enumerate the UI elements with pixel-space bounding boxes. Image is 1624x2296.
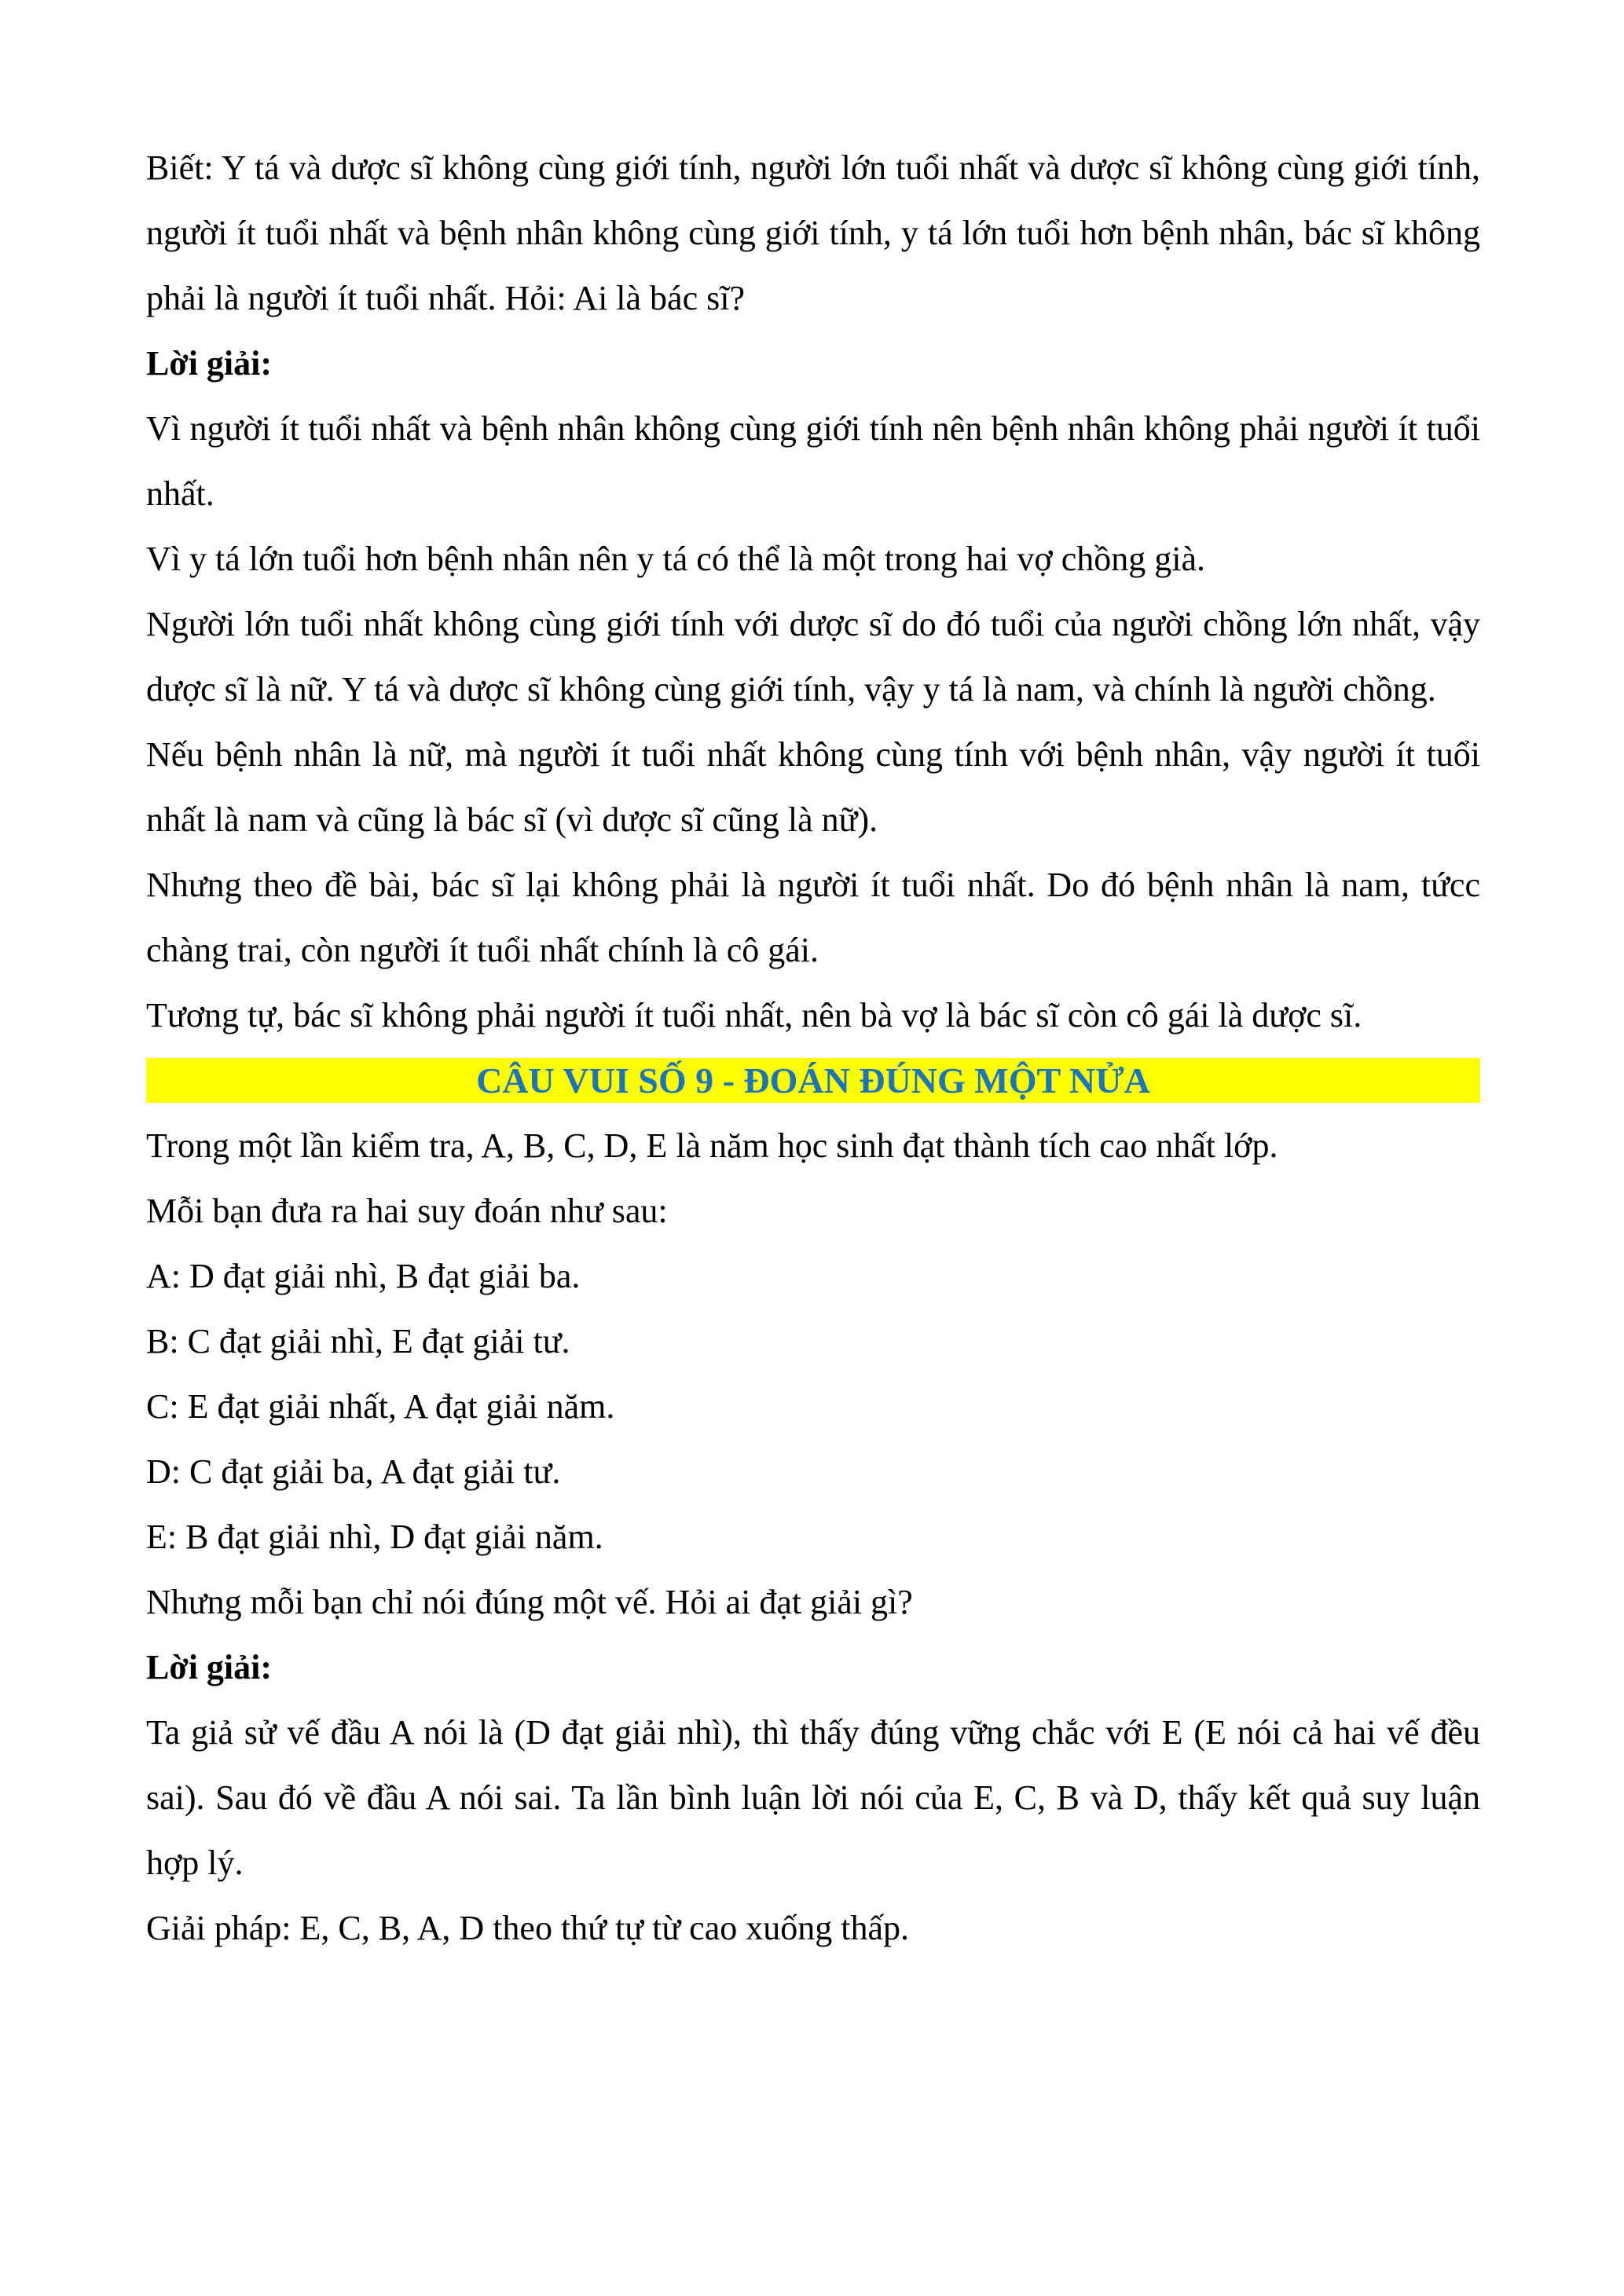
paragraph: Nhưng theo đề bài, bác sĩ lại không phải là người ít tuổi nhất. Do đó bệnh nhân là nam, tứcc chàng trai, còn người ít tuổi nhất chính là cô gái. — [146, 866, 1480, 969]
document-content — [146, 135, 1480, 1961]
paragraph: Trong một lần kiểm tra, A, B, C, D, E là năm học sinh đạt thành tích cao nhất lớp. — [146, 1126, 1278, 1165]
paragraph: B: C đạt giải nhì, E đạt giải tư. — [146, 1322, 570, 1360]
paragraph: Mỗi bạn đưa ra hai suy đoán như sau: — [146, 1192, 668, 1230]
paragraph: A: D đạt giải nhì, B đạt giải ba. — [146, 1257, 581, 1295]
paragraph: Vì y tá lớn tuổi hơn bệnh nhân nên y tá có thể là một trong hai vợ chồng già. — [146, 540, 1205, 578]
paragraph: C: E đạt giải nhất, A đạt giải năm. — [146, 1387, 615, 1426]
paragraph: Nhưng mỗi bạn chỉ nói đúng một vế. Hỏi ai đạt giải gì? — [146, 1583, 913, 1621]
paragraph: E: B đạt giải nhì, D đạt giải năm. — [146, 1518, 603, 1556]
paragraph: Vì người ít tuổi nhất và bệnh nhân không cùng giới tính nên bệnh nhân không phải người ít tuổi nhất. — [146, 409, 1480, 513]
paragraph: Người lớn tuổi nhất không cùng giới tính với dược sĩ do đó tuổi của người chồng lớn nhất, vậy dược sĩ là nữ. Y tá và dược sĩ không cùng giới tính, vậy y tá là nam, và chính là người chồng. — [146, 605, 1480, 709]
section-heading-banner: CÂU VUI SỐ 9 - ĐOÁN ĐÚNG MỘT NỬA — [146, 1058, 1480, 1103]
paragraph: Ta giả sử vế đầu A nói là (D đạt giải nhì), thì thấy đúng vững chắc với E (E nói cả hai vế đều sai). Sau đó về đầu A nói sai. Ta lần bình luận lời nói của E, C, B và D, thấy kết quả suy luận hợp lý. — [146, 1713, 1480, 1882]
paragraph: D: C đạt giải ba, A đạt giải tư. — [146, 1452, 561, 1491]
paragraph: Nếu bệnh nhân là nữ, mà người ít tuổi nhất không cùng tính với bệnh nhân, vậy người ít tuổi nhất là nam và cũng là bác sĩ (vì dược sĩ cũng là nữ). — [146, 735, 1480, 839]
paragraph: Giải pháp: E, C, B, A, D theo thứ tự từ cao xuống thấp. — [146, 1909, 909, 1947]
paragraph: Biết: Y tá và dược sĩ không cùng giới tính, người lớn tuổi nhất và dược sĩ không cùng giới tính, người ít tuổi nhất và bệnh nhân không cùng giới tính, y tá lớn tuổi hơn bệnh nhân, bác sĩ không phải là người ít tuổi nhất. Hỏi: Ai là bác sĩ? — [146, 148, 1480, 317]
solution-heading: Lời giải: — [146, 1648, 273, 1686]
paragraph: Tương tự, bác sĩ không phải người ít tuổi nhất, nên bà vợ là bác sĩ còn cô gái là dược sĩ. — [146, 996, 1362, 1034]
solution-heading: Lời giải: — [146, 344, 273, 383]
